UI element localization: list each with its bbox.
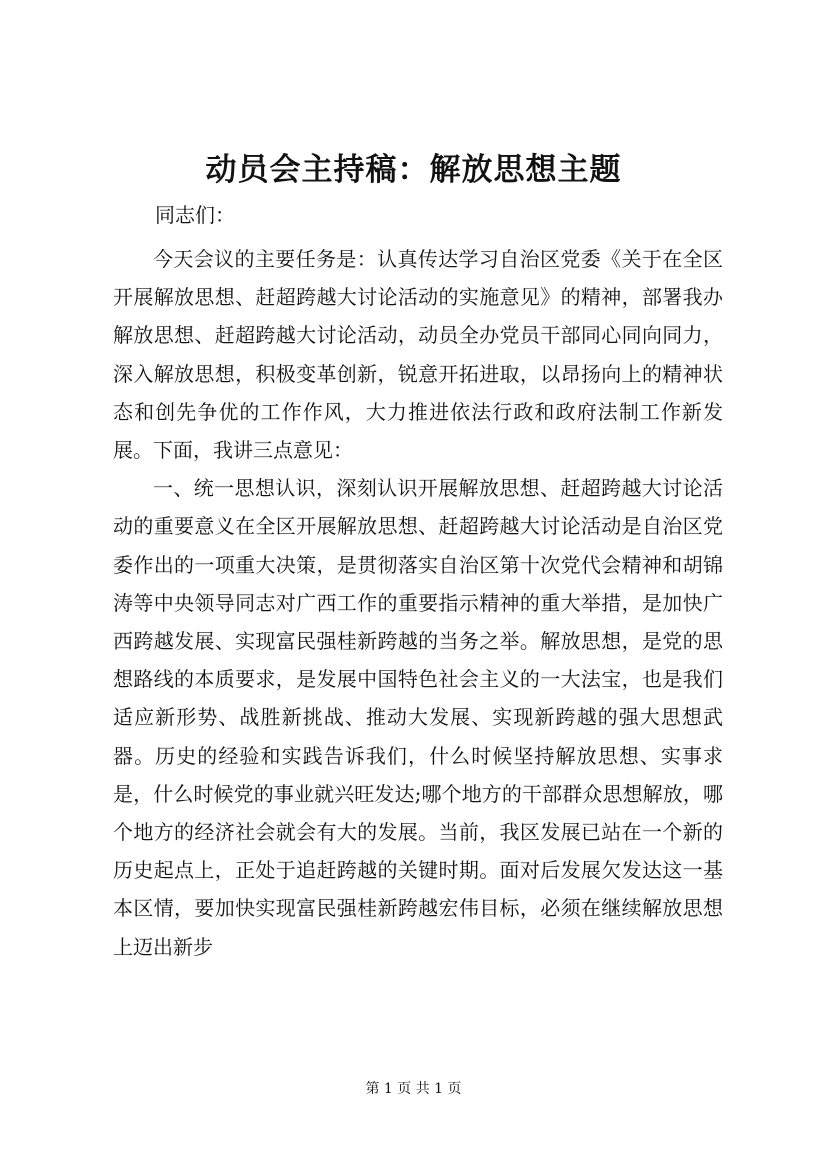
document-body xyxy=(113,240,723,966)
paragraph-intro: 今天会议的主要任务是：认真传达学习自治区党委《关于在全区开展解放思想、赶超跨越大讨论活动的实施意见》的精神，部署我办解放思想、赶超跨越大讨论活动，动员全办党员干部同心同向同力，深入解放思想，积极变革创新，锐意开拓进取，以昂扬向上的精神状态和创先争优的工作作风，大力推进依法行政和政府法制工作新发展。下面，我讲三点意见： xyxy=(113,247,723,463)
page-footer: 第 1 页 共 1 页 xyxy=(365,1081,462,1097)
paragraph-point-one: 一、统一思想认识，深刻认识开展解放思想、赶超跨越大讨论活动的重要意义在全区开展解放思想、赶超跨越大讨论活动是自治区党委作出的一项重大决策，是贯彻落实自治区第十次党代会精神和胡锦涛等中央领导同志对广西工作的重要指示精神的重大举措，是加快广西跨越发展、实现富民强桂新跨越的当务之举。解放思想，是党的思想路线的本质要求，是发展中国特色社会主义的一大法宝，也是我们适应新形势、战胜新挑战、推动大发展、实现新跨越的强大思想武器。历史的经验和实践告诉我们，什么时候坚持解放思想、实事求是，什么时候党的事业就兴旺发达;哪个地方的干部群众思想解放，哪个地方的经济社会就会有大的发展。当前，我区发展已站在一个新的历史起点上，正处于追赶跨越的关键时期。面对后发展欠发达这一基本区情，要加快实现富民强桂新跨越宏伟目标，必须在继续解放思想上迈出新步 xyxy=(113,476,723,959)
document-title: 动员会主持稿：解放思想主题 xyxy=(205,152,622,188)
greeting: 同志们： xyxy=(155,203,235,227)
